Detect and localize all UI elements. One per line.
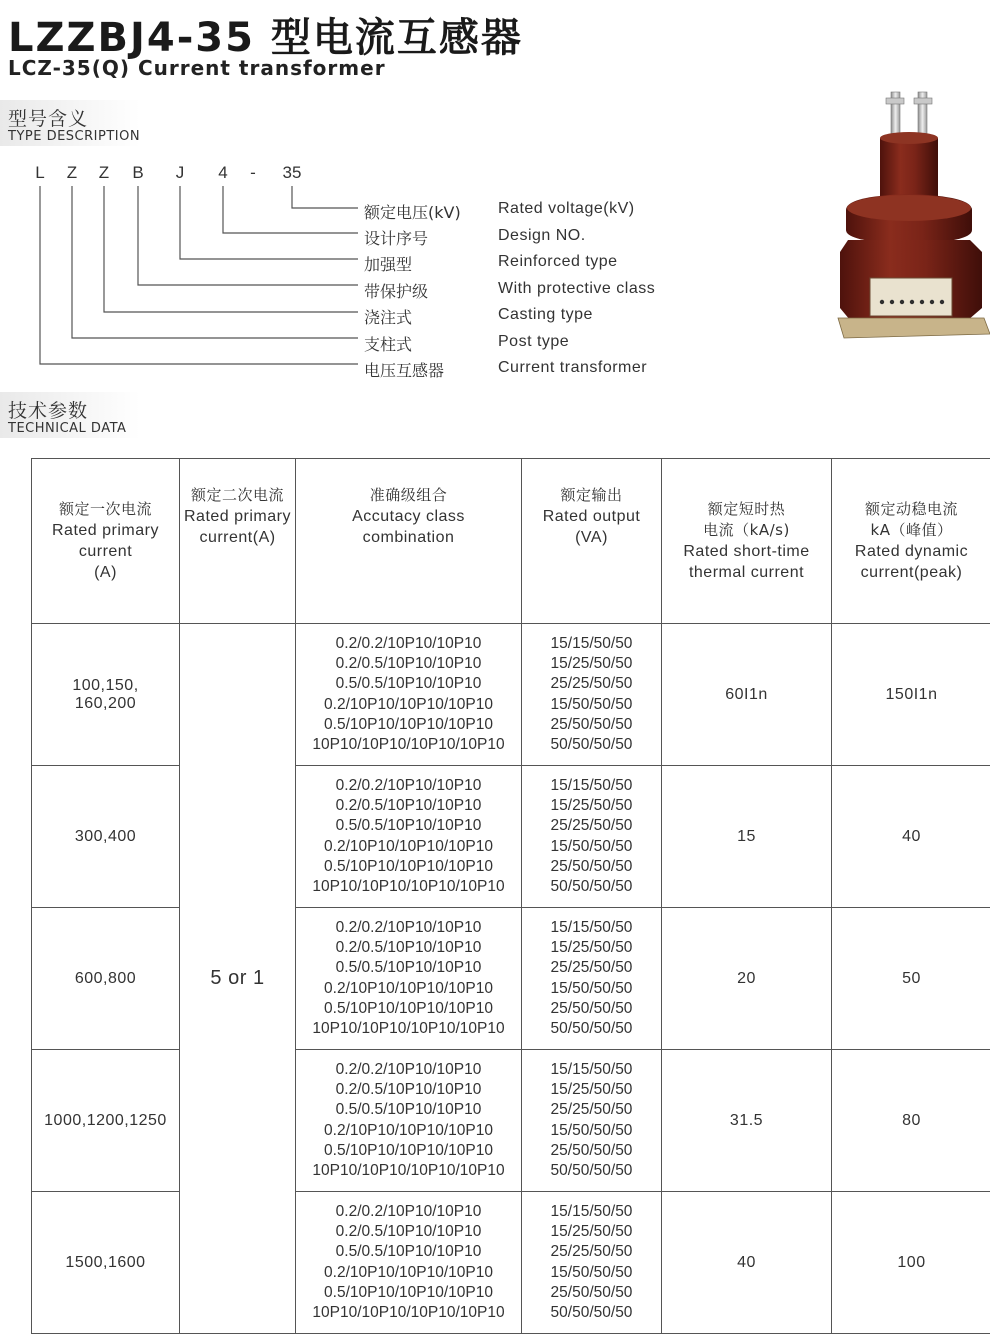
cell-line: 50/50/50/50 (522, 877, 661, 897)
cell-line: 15/50/50/50 (522, 979, 661, 999)
cell-line: 0.5/10P10/10P10/10P10 (296, 1283, 521, 1303)
cell-line: 25/50/50/50 (522, 1141, 661, 1161)
header-en-line: (A) (32, 562, 179, 583)
cell-line: 10P10/10P10/10P10/10P10 (296, 735, 521, 755)
cell-line: 15/50/50/50 (522, 1263, 661, 1283)
cell-line: 15/25/50/50 (522, 654, 661, 674)
cell-line: 25/25/50/50 (522, 674, 661, 694)
cell-line: 0.5/0.5/10P10/10P10 (296, 1100, 521, 1120)
code-letter-dash: - (250, 163, 256, 183)
legend-en-design: Design NO. (498, 227, 586, 245)
cell-thermal-current: 40 (662, 1192, 832, 1334)
header-zh: 额定动稳电流 (832, 499, 990, 520)
legend-en-voltage: Rated voltage(kV) (498, 200, 635, 218)
legend-en-protective: With protective class (498, 280, 655, 298)
cell-line: 0.2/0.5/10P10/10P10 (296, 938, 521, 958)
page-subtitle: LCZ-35(Q) Current transformer (8, 56, 386, 80)
header-zh: 电流（kA/s) (662, 520, 831, 541)
legend-zh-design: 设计序号 (364, 226, 428, 249)
table-row (32, 766, 990, 908)
table-row (32, 1050, 990, 1192)
cell-line: 50/50/50/50 (522, 1019, 661, 1039)
legend-en-casting: Casting type (498, 306, 593, 324)
cell-accuracy-list (296, 908, 522, 1050)
cell-line: 25/25/50/50 (522, 816, 661, 836)
cell-line: 25/50/50/50 (522, 857, 661, 877)
cell-line: 25/50/50/50 (522, 999, 661, 1019)
cell-line: 15/15/50/50 (522, 634, 661, 654)
cell-line: 0.5/0.5/10P10/10P10 (296, 1242, 521, 1262)
cell-accuracy-list (296, 1192, 522, 1334)
header-rated-primary-current (32, 459, 180, 624)
header-zh: kA（峰值） (832, 520, 990, 541)
cell-line: 1000,1200,1250 (32, 1112, 179, 1130)
cell-accuracy-list (296, 766, 522, 908)
section-title-en: TYPE DESCRIPTION (8, 129, 140, 144)
cell-line: 0.2/0.2/10P10/10P10 (296, 1202, 521, 1222)
cell-line: 15/15/50/50 (522, 918, 661, 938)
cell-accuracy-list (296, 1050, 522, 1192)
header-en-line: current(peak) (832, 562, 990, 583)
cell-line: 0.2/10P10/10P10/10P10 (296, 695, 521, 715)
cell-line: 25/25/50/50 (522, 958, 661, 978)
product-image (836, 90, 990, 345)
header-dynamic-current (832, 459, 990, 624)
header-en-line: Accutacy class (296, 506, 521, 527)
cell-line: 100,150, (32, 677, 179, 695)
cell-line: 25/25/50/50 (522, 1242, 661, 1262)
cell-dynamic-current: 100 (832, 1192, 990, 1334)
cell-line: 0.5/10P10/10P10/10P10 (296, 715, 521, 735)
cell-line: 0.2/0.2/10P10/10P10 (296, 634, 521, 654)
header-en-line: Rated short-time (662, 541, 831, 562)
technical-data-header (8, 396, 126, 436)
header-zh: 额定短时热 (662, 499, 831, 520)
cell-line: 50/50/50/50 (522, 1161, 661, 1181)
cell-output-list (522, 908, 662, 1050)
table-header-row (32, 459, 990, 624)
code-letter-4: 4 (218, 163, 227, 183)
header-en-line: current(A) (180, 527, 295, 548)
diagram-lines (0, 0, 370, 385)
cell-primary-current (32, 766, 180, 908)
cell-line: 25/25/50/50 (522, 1100, 661, 1120)
header-en-line: Rated dynamic (832, 541, 990, 562)
cell-line: 300,400 (32, 828, 179, 846)
cell-line: 0.5/10P10/10P10/10P10 (296, 999, 521, 1019)
legend-zh-voltage: 额定电压(kV) (364, 200, 461, 223)
cell-line: 10P10/10P10/10P10/10P10 (296, 1161, 521, 1181)
cell-line: 0.5/0.5/10P10/10P10 (296, 958, 521, 978)
cell-line: 15/15/50/50 (522, 1060, 661, 1080)
code-letter-35: 35 (283, 163, 302, 183)
cell-line: 0.2/0.5/10P10/10P10 (296, 1080, 521, 1100)
cell-line: 0.2/0.2/10P10/10P10 (296, 1060, 521, 1080)
cell-primary-current (32, 1050, 180, 1192)
cell-line: 15/25/50/50 (522, 1222, 661, 1242)
code-letter-l: L (35, 163, 44, 183)
header-en-line: (VA) (522, 527, 661, 548)
cell-line: 600,800 (32, 970, 179, 988)
code-letter-z1: Z (67, 163, 77, 183)
cell-line: 10P10/10P10/10P10/10P10 (296, 1019, 521, 1039)
cell-accuracy-list (296, 624, 522, 766)
header-accuracy-class (296, 459, 522, 624)
cell-line: 0.2/0.5/10P10/10P10 (296, 654, 521, 674)
cell-output-list (522, 624, 662, 766)
header-en-line: current (32, 541, 179, 562)
cell-line: 50/50/50/50 (522, 1303, 661, 1323)
cell-line: 15/15/50/50 (522, 776, 661, 796)
cell-line: 15/50/50/50 (522, 837, 661, 857)
cell-dynamic-current: 150I1n (832, 624, 990, 766)
cell-line: 15/25/50/50 (522, 1080, 661, 1100)
cell-line: 10P10/10P10/10P10/10P10 (296, 1303, 521, 1323)
cell-secondary-current: 5 or 1 (180, 624, 296, 1334)
cell-line: 1500,1600 (32, 1254, 179, 1272)
cell-thermal-current: 60I1n (662, 624, 832, 766)
transformer-illustration (836, 90, 990, 345)
header-en-line: combination (296, 527, 521, 548)
table-row (32, 624, 990, 766)
code-letter-z2: Z (99, 163, 109, 183)
header-en-line: Rated primary (180, 506, 295, 527)
header-rated-secondary-current (180, 459, 296, 624)
cell-line: 15/15/50/50 (522, 1202, 661, 1222)
cell-primary-current (32, 908, 180, 1050)
cell-dynamic-current: 40 (832, 766, 990, 908)
cell-line: 10P10/10P10/10P10/10P10 (296, 877, 521, 897)
header-rated-output (522, 459, 662, 624)
cell-line: 15/25/50/50 (522, 796, 661, 816)
legend-en-transformer: Current transformer (498, 359, 647, 377)
cell-line: 0.2/0.2/10P10/10P10 (296, 918, 521, 938)
page-title: LZZBJ4-35 型电流互感器 (8, 6, 523, 63)
cell-thermal-current: 15 (662, 766, 832, 908)
cell-thermal-current: 20 (662, 908, 832, 1050)
cell-line: 0.2/10P10/10P10/10P10 (296, 979, 521, 999)
cell-line: 0.2/10P10/10P10/10P10 (296, 1121, 521, 1141)
legend-zh-transformer: 电压互感器 (364, 358, 444, 381)
header-short-time-thermal-current (662, 459, 832, 624)
cell-line: 0.2/0.5/10P10/10P10 (296, 796, 521, 816)
section-title-zh: 技术参数 (8, 396, 126, 423)
cell-line: 0.2/0.2/10P10/10P10 (296, 776, 521, 796)
header-zh: 额定二次电流 (180, 485, 295, 506)
cell-line: 25/50/50/50 (522, 1283, 661, 1303)
cell-line: 25/50/50/50 (522, 715, 661, 735)
table-row (32, 1192, 990, 1334)
cell-line: 0.5/0.5/10P10/10P10 (296, 816, 521, 836)
cell-primary-current (32, 1192, 180, 1334)
legend-en-reinforced: Reinforced type (498, 253, 618, 271)
code-letter-b: B (132, 163, 143, 183)
cell-thermal-current: 31.5 (662, 1050, 832, 1192)
cell-line: 15/25/50/50 (522, 938, 661, 958)
cell-primary-current (32, 624, 180, 766)
section-title-zh: 型号含义 (8, 104, 140, 131)
header-en-line: Rated primary (32, 520, 179, 541)
cell-line: 0.5/10P10/10P10/10P10 (296, 857, 521, 877)
technical-data-table (31, 458, 990, 1334)
legend-zh-post: 支柱式 (364, 332, 412, 355)
cell-line: 0.5/10P10/10P10/10P10 (296, 1141, 521, 1161)
code-letter-j: J (176, 163, 185, 183)
cell-line: 0.2/0.5/10P10/10P10 (296, 1222, 521, 1242)
cell-line: 50/50/50/50 (522, 735, 661, 755)
table-row (32, 908, 990, 1050)
header-zh: 额定一次电流 (32, 499, 179, 520)
header-en-line: thermal current (662, 562, 831, 583)
cell-line: 0.2/10P10/10P10/10P10 (296, 1263, 521, 1283)
cell-line: 0.2/10P10/10P10/10P10 (296, 837, 521, 857)
legend-zh-protective: 带保护级 (364, 279, 428, 302)
section-title-en: TECHNICAL DATA (8, 421, 126, 436)
cell-line: 0.5/0.5/10P10/10P10 (296, 674, 521, 694)
cell-output-list (522, 766, 662, 908)
cell-line: 15/50/50/50 (522, 1121, 661, 1141)
legend-en-post: Post type (498, 333, 569, 351)
cell-line: 160,200 (32, 695, 179, 713)
legend-zh-reinforced: 加强型 (364, 252, 412, 275)
cell-line: 15/50/50/50 (522, 695, 661, 715)
cell-output-list (522, 1050, 662, 1192)
cell-dynamic-current: 80 (832, 1050, 990, 1192)
header-zh: 额定输出 (522, 485, 661, 506)
header-zh: 准确级组合 (296, 485, 521, 506)
cell-output-list (522, 1192, 662, 1334)
cell-dynamic-current: 50 (832, 908, 990, 1050)
header-en-line: Rated output (522, 506, 661, 527)
legend-zh-casting: 浇注式 (364, 305, 412, 328)
